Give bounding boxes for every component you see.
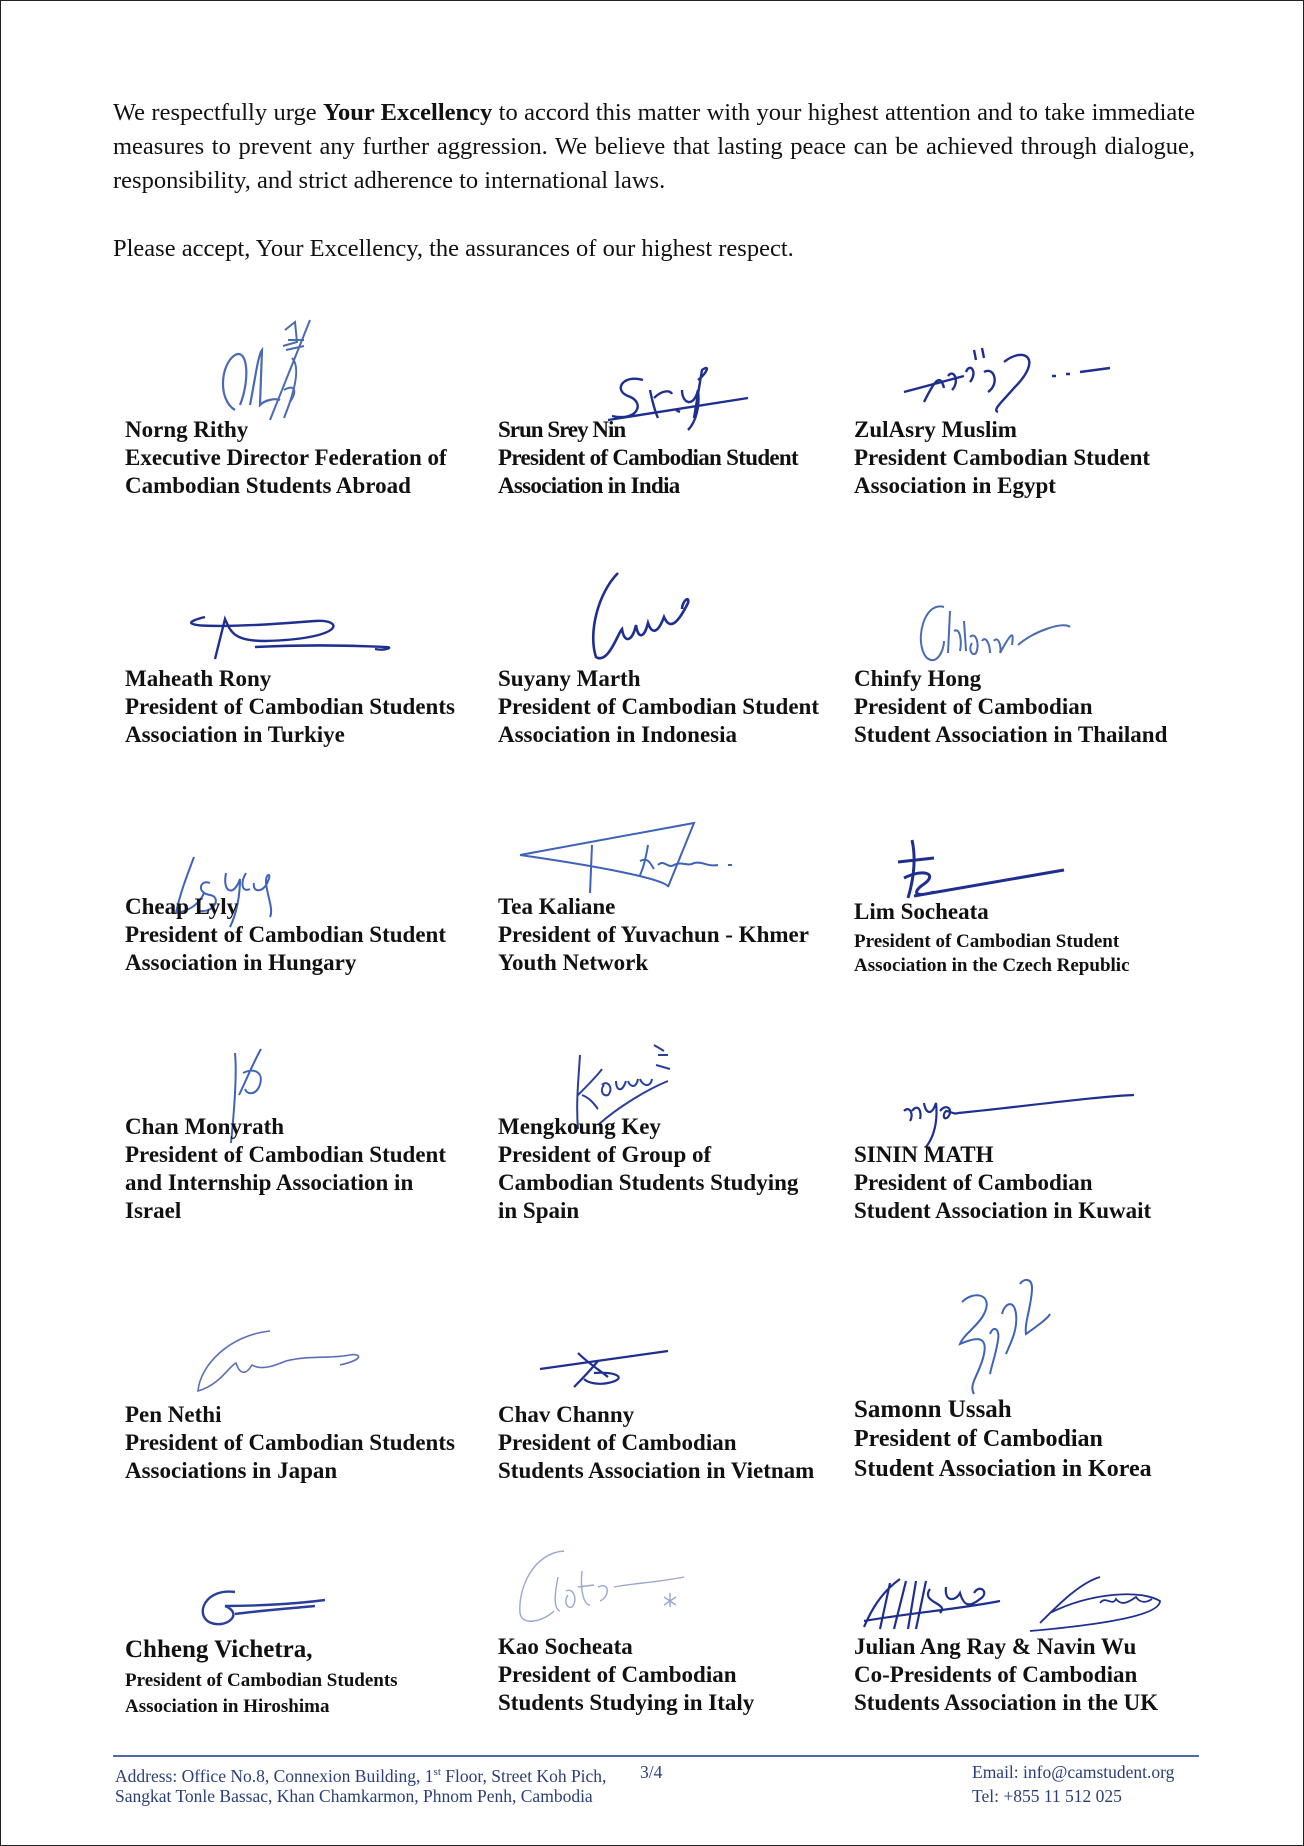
footer-address-line-2: Sangkat Tonle Bassac, Khan Chamkarmon, Phnom Penh, Cambodia <box>115 1786 593 1806</box>
signatory-name: Chinfy Hong <box>854 666 982 691</box>
closing-text-a: We respectfully urge <box>113 99 323 126</box>
address-superscript: st <box>433 1766 441 1778</box>
signatory-name: Chheng Vichetra, <box>125 1636 313 1663</box>
footer-email: Email: info@camstudent.org <box>972 1762 1175 1782</box>
handwritten-signature <box>944 1274 1054 1404</box>
signatory-name: Cheap Lyly <box>125 894 239 919</box>
signatory-title-line: Israel <box>125 1198 182 1223</box>
signatory-name: Kao Socheata <box>498 1634 633 1659</box>
courtesy-paragraph: Please accept, Your Excellency, the assurances of our highest respect. <box>113 235 794 262</box>
signatory-title-line: Association in Hungary <box>125 950 357 975</box>
page-number: 3/4 <box>640 1762 663 1782</box>
signatory-title-line: Students Association in Vietnam <box>498 1458 815 1483</box>
handwritten-signature <box>190 1325 370 1405</box>
signatory-title-line: Executive Director Federation of <box>125 445 447 470</box>
signatory-name: Pen Nethi <box>125 1402 222 1427</box>
signatory-title-line: President of Cambodian Student <box>854 931 1120 952</box>
handwritten-signature <box>175 599 395 669</box>
signatory-title-line: Association in Hiroshima <box>125 1696 330 1717</box>
signatory-title-line: President of Cambodian Student <box>125 1142 446 1167</box>
signatory-title-line: Co-Presidents of Cambodian <box>854 1662 1138 1687</box>
footer-divider <box>113 1755 1199 1757</box>
signatory-title-line: President Cambodian Student <box>854 445 1151 470</box>
signatory-title-line: Student Association in Thailand <box>854 722 1168 747</box>
signatory-title-line: in Spain <box>498 1198 580 1223</box>
signatory-name: Lim Socheata <box>854 899 989 924</box>
signatory-title-line: Cambodian Students Abroad <box>125 473 411 498</box>
signatory-title-line: Student Association in Korea <box>854 1456 1152 1482</box>
handwritten-signature <box>514 1547 704 1633</box>
signatory-title-line: Association in Turkiye <box>125 722 345 747</box>
footer-phone: Tel: +855 11 512 025 <box>972 1786 1122 1806</box>
closing-text-c: to accord this matter with your highest attention and to take immediate measures to prevent any further aggression. We believe that lasting peace can be achieved through dialogue, responsibility, and strict adherence to international laws. <box>113 99 1195 194</box>
signatory-title-line: Associations in Japan <box>125 1458 338 1483</box>
handwritten-signature <box>904 332 1114 422</box>
signatory-name: Julian Ang Ray & Navin Wu <box>854 1634 1137 1659</box>
signatory-title-line: Youth Network <box>498 950 649 975</box>
signatory-title-line: Association in Egypt <box>854 473 1056 498</box>
signatory-title-line: President of Cambodian <box>854 694 1093 719</box>
signatory-name: Mengkoung Key <box>498 1114 661 1139</box>
signatory-title-line: President of Cambodian Students <box>125 694 455 719</box>
signatory-title-line: Association in India <box>498 473 680 498</box>
signatory-title-line: Student Association in Kuwait <box>854 1198 1152 1223</box>
signatory-title-line: President of Cambodian Students <box>125 1670 398 1691</box>
signatory-name: Chav Channy <box>498 1402 635 1427</box>
signatory-title-line: President of Cambodian Students <box>125 1430 455 1455</box>
handwritten-signature <box>518 817 758 897</box>
signatory-title-line: President of Cambodian <box>498 1430 737 1455</box>
address-text: Address: Office No.8, Connexion Building, 1 <box>115 1765 434 1786</box>
signatory-name: Samonn Ussah <box>854 1396 1012 1423</box>
signatory-name: ZulAsry Muslim <box>854 417 1017 442</box>
signatory-title-line: President of Group of <box>498 1142 712 1167</box>
signatory-title-line: Association in the Czech Republic <box>854 955 1130 976</box>
signatory-title-line: President of Cambodian Student <box>125 922 446 947</box>
signatory-name: Maheath Rony <box>125 666 272 691</box>
signatory-title-line: Association in Indonesia <box>498 722 738 747</box>
handwritten-signature <box>860 1573 1170 1637</box>
signatory-title-line: President of Cambodian <box>854 1170 1093 1195</box>
closing-paragraph <box>113 96 1195 198</box>
signatory-name: Tea Kaliane <box>498 894 616 919</box>
signatory-name: Srun Srey Nin <box>498 417 626 442</box>
signatory-title-line: Cambodian Students Studying <box>498 1170 799 1195</box>
closing-text-emphasis: Your Excellency <box>322 99 493 126</box>
handwritten-signature <box>185 1584 335 1634</box>
signatory-name: SININ MATH <box>854 1142 994 1167</box>
signatory-title-line: Students Studying in Italy <box>498 1690 755 1715</box>
signatory-name: Norng Rithy <box>125 417 249 442</box>
signatory-name: Chan Monyrath <box>125 1114 285 1139</box>
address-text: Floor, Street Koh Pich, <box>440 1765 607 1786</box>
signatory-title-line: President of Cambodian <box>854 1426 1103 1452</box>
handwritten-signature <box>538 1347 678 1397</box>
signatory-title-line: President of Cambodian Student <box>498 694 819 719</box>
signatory-title-line: Students Association in the UK <box>854 1690 1159 1715</box>
signatory-title-line: President of Yuvachun - Khmer <box>498 922 809 947</box>
signatory-title-line: President of Cambodian <box>498 1662 737 1687</box>
signatory-title-line: and Internship Association in <box>125 1170 414 1195</box>
handwritten-signature <box>578 573 708 673</box>
signatory-name: Suyany Marth <box>498 666 641 691</box>
signatory-title-line: President of Cambodian Student <box>498 445 798 470</box>
